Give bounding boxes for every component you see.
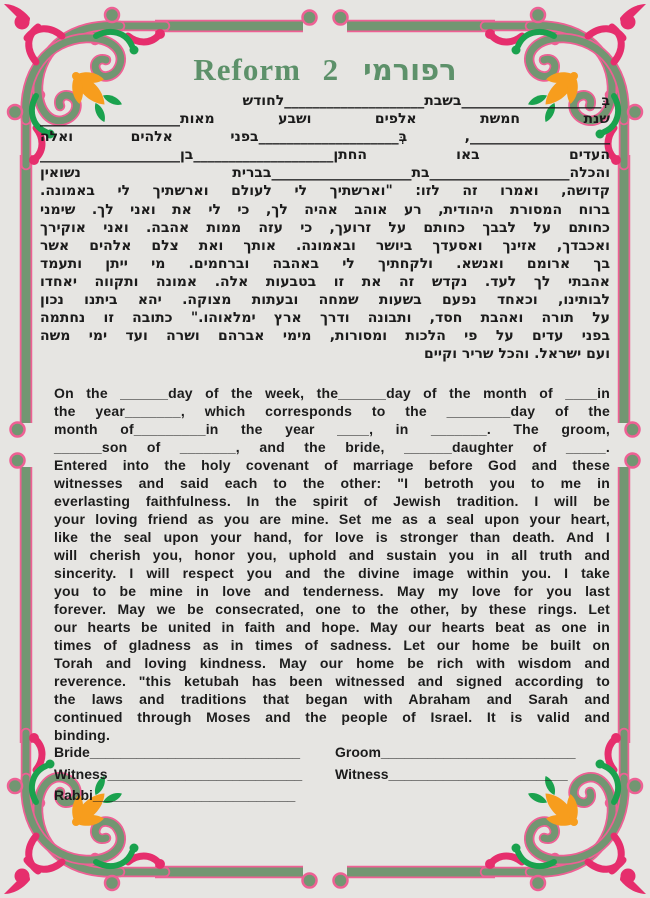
- english-text-line: our hearts be united in faith and hope. May our hearts beat as one in: [54, 619, 610, 635]
- hebrew-text-line: העדים באו החתן____________________בן____________________: [40, 147, 610, 164]
- hebrew-text-line: קדושה, ואמרו זה לזו: "וארשתיך לי לעולם וארשתיך לי באמונה.: [40, 183, 610, 200]
- witness-signature-line-right: Witness_______________________: [335, 765, 568, 782]
- groom-signature-line: Groom_________________________: [335, 744, 576, 760]
- english-text-line: your loving friend as you are mine. Set me as a seal upon your heart,: [54, 511, 610, 527]
- signature-line-empty: [335, 785, 610, 807]
- rabbi-signature-line: Rabbi__________________________: [54, 787, 296, 803]
- english-text-line: times of gladness as in times of sadness. Let our home be built on: [54, 637, 610, 653]
- hebrew-text-block: [40, 92, 610, 363]
- hebrew-text-line: אהבתי לך לעד. נקדש זה את זו בטבעות אלה. אמונה ותקווה יאחדו: [40, 273, 610, 290]
- english-text-line: reverence. "this ketubah has been witnessed and signed according to: [54, 673, 610, 689]
- english-text-line: On the ______day of the week, the______day of the month of ____in: [54, 385, 610, 401]
- title-hebrew: רפורמי: [363, 53, 457, 87]
- hebrew-text-line: בפני עדים על פי הלכות ומסורות, מימי אברהם ושרה ועד ימי משה: [40, 328, 610, 345]
- english-text-line: like the seal upon your hand, for love is stronger than death. And I: [54, 529, 610, 545]
- english-text-line: Entered into the holy covenant of marriage before God and these: [54, 457, 610, 473]
- signature-row: [54, 785, 610, 807]
- bride-signature-line: Bride___________________________: [54, 744, 301, 760]
- hebrew-text-line: ועם ישראל. והכל שריר וקיים: [423, 346, 610, 363]
- hebrew-text-line: והכלה____________________בת____________________בברית נשואין: [40, 165, 610, 182]
- english-text-line: sincerity. I will respect you and the divine image within you. I take: [54, 565, 610, 581]
- english-text-line: binding.: [54, 727, 111, 743]
- signature-row: [54, 742, 610, 764]
- english-text-line: witnesses and said each to the other: "I betroth you to me in: [54, 475, 610, 491]
- hebrew-text-line: על תורה ואהבת חסד, ותבונה ודרך ארץ ימלאוהו." כתובה זו נחתמה: [40, 310, 610, 327]
- hebrew-text-line: ____________________, בְּ____________________בפני אלהים ואלה: [40, 129, 610, 146]
- english-text-block: [54, 384, 610, 744]
- hebrew-text-line: בך ארומם ואנשא. ולקחתיך לי באהבה וברחמים. מי ייתן ותעמד: [40, 255, 610, 272]
- english-text-line: the laws and traditions that began with Abraham and Sarah and: [54, 691, 610, 707]
- title-english: Reform 2: [193, 52, 340, 87]
- english-text-line: forever. May we be consecrated, one to the other, by these rings. Let: [54, 601, 610, 617]
- english-text-line: everlasting faithfulness. In the spirit of Jewish tradition. I will be: [54, 493, 610, 509]
- hebrew-text-line: לבותינו, וכאחד נפעם בשעות שמחה ובעתות מצוקה. יהא ביתנו נכון: [40, 292, 610, 309]
- english-text-line: ______son of _______, and the bride, ______daughter of _____.: [54, 439, 610, 455]
- english-text-line: Torah and loving kindness. May our home be rich with wisdom and: [54, 655, 610, 671]
- hebrew-text-line: כחותם על לבבך כחותם על זרועך, כי עזה ממות אהבה. ואני אוקירך: [40, 219, 610, 236]
- english-text-line: month of_________in the year ____, in _______. The groom,: [54, 421, 610, 437]
- page-title: [0, 52, 650, 88]
- hebrew-text-line: בְּ____________________בשבת____________________לחודש: [242, 93, 610, 109]
- hebrew-text-line: שנת חמשת אלפים ושבע מאות____________________: [40, 111, 610, 128]
- hebrew-text-line: ברוח המסורת היהודית, רע אוהב אהיה לך, כי לי את ואני לך. שימני: [40, 201, 610, 218]
- english-text-line: will cherish you, honor you, uphold and sustain you in all truth and: [54, 547, 610, 563]
- hebrew-text-line: ואכבדך, אזינך ואסעדך ביושר ובאמונה. אותך ואת צלם אלהים אשר: [40, 237, 610, 254]
- signature-row: [54, 764, 610, 786]
- english-text-line: the year_______, which corresponds to the ________day of the: [54, 403, 610, 419]
- english-text-line: continued through Moses and the people of Israel. It is valid and: [54, 709, 610, 725]
- witness-signature-line-left: Witness_________________________: [54, 765, 303, 782]
- english-text-line: you to be mine in love and tenderness. May my love for you last: [54, 583, 610, 599]
- signature-block: [54, 742, 610, 807]
